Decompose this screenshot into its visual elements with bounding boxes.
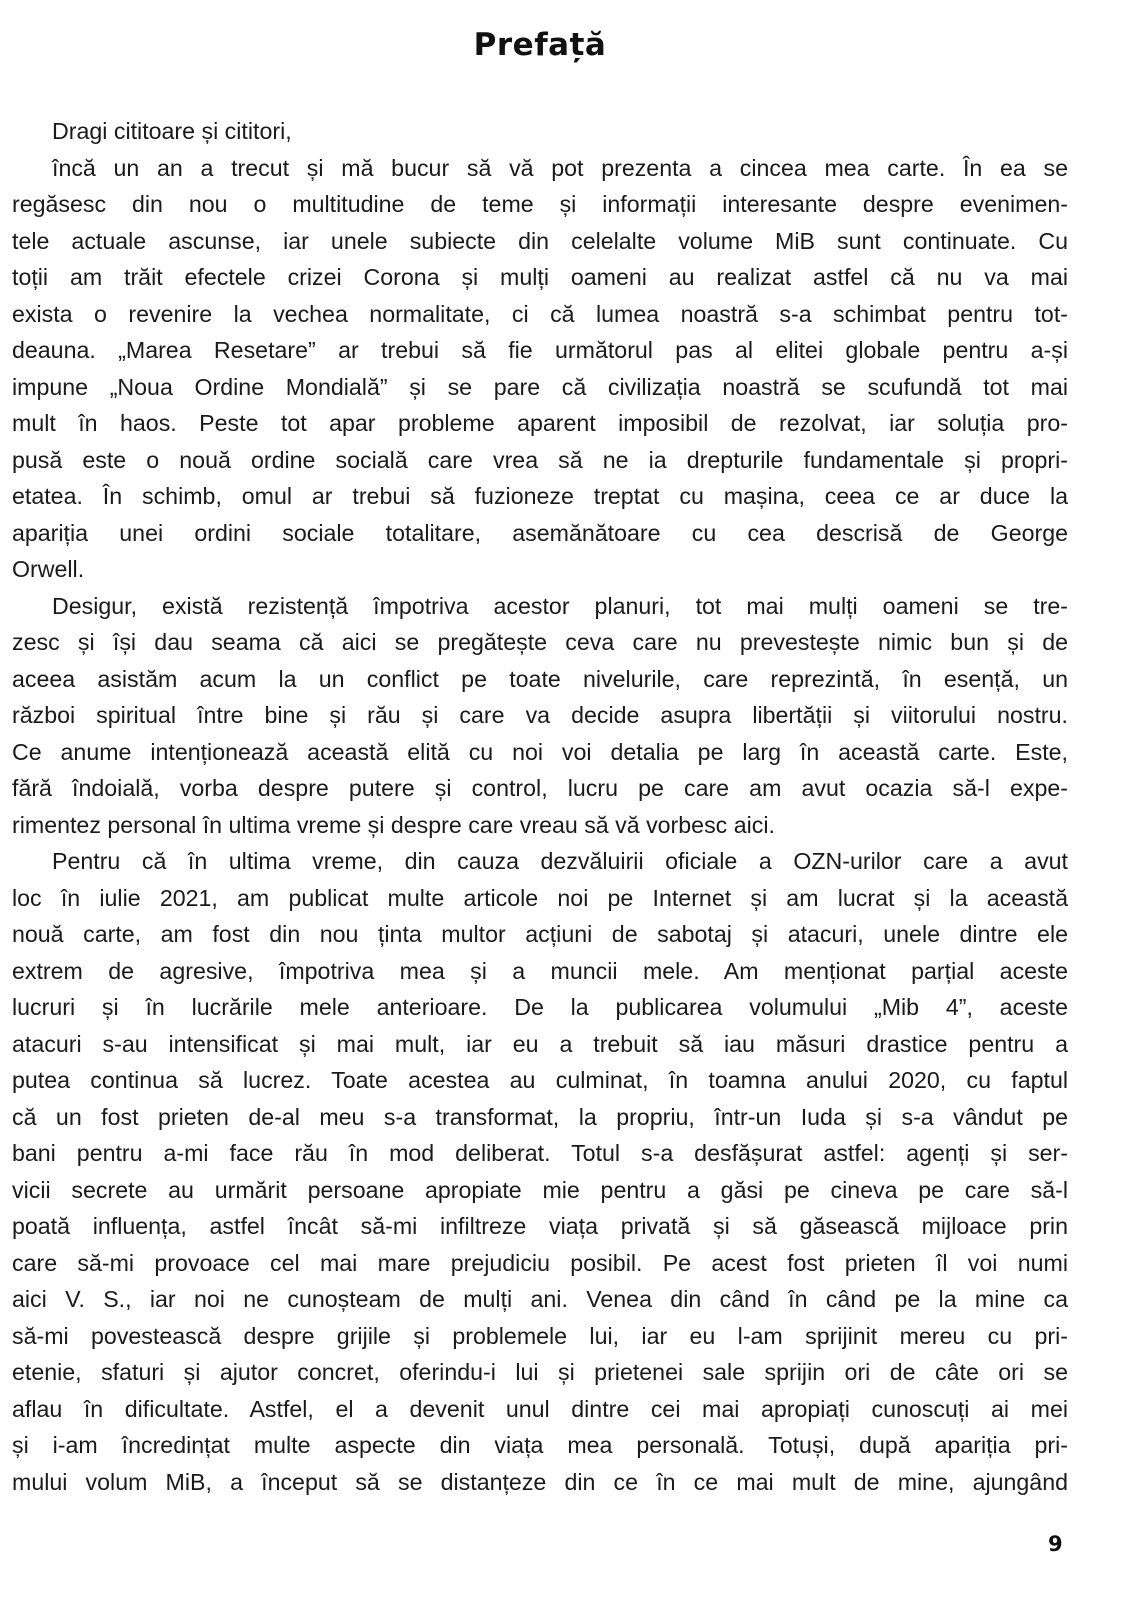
text-line: aici V. S., iar noi ne cunoșteam de mulți ani. Venea din când în când pe la mine ca bbox=[12, 1286, 1068, 1312]
page-title: Prefață bbox=[473, 26, 607, 63]
text-line: exista o revenire la vechea normalitate, ci că lumea noastră s-a schimbat pentru tot- bbox=[12, 300, 1068, 327]
text-line: impune „Noua Ordine Mondială” și se pare că civilizația noastră se scufundă tot mai bbox=[12, 373, 1068, 400]
text-line: regăsesc din nou o multitudine de teme și informații interesante despre evenimen- bbox=[12, 191, 1068, 217]
text-line: și i-am încredințat multe aspecte din viața mea personală. Totuși, după apariția pri- bbox=[12, 1432, 1068, 1458]
text-line: să-mi povestească despre grijile și problemele lui, iar eu l-am sprijinit mereu cu pri- bbox=[12, 1322, 1068, 1349]
text-line: Orwell. bbox=[12, 556, 85, 582]
text-line: care să-mi provoace cel mai mare prejudiciu posibil. Pe acest fost prieten îl voi numi bbox=[12, 1249, 1068, 1276]
preface-body bbox=[12, 113, 1068, 1500]
text-line: nouă carte, am fost din nou ținta multor acțiuni de sabotaj și atacuri, unele dintre ele bbox=[12, 921, 1068, 947]
text-line: rimentez personal în ultima vreme și despre care vreau să vă vorbesc aici. bbox=[12, 811, 775, 838]
text-line: zesc și își dau seama că aici se pregătește ceva care nu prevestește nimic bun și de bbox=[12, 629, 1068, 655]
text-line: loc în iulie 2021, am publicat multe articole noi pe Internet și am lucrat și la această bbox=[12, 884, 1068, 911]
text-line: Ce anume intenționează această elită cu noi voi detalia pe larg în această carte. Este, bbox=[12, 738, 1068, 765]
text-line: etenie, sfaturi și ajutor concret, oferindu-i lui și prietenei sale sprijin ori de câte ori se bbox=[12, 1359, 1068, 1385]
text-line: Dragi cititoare și cititori, bbox=[52, 118, 292, 144]
text-line: fără îndoială, vorba despre putere și control, lucru pe care am avut ocazia să-l expe- bbox=[12, 775, 1068, 801]
text-line: etatea. În schimb, omul ar trebui să fuzioneze treptat cu mașina, ceea ce ar duce la bbox=[12, 483, 1068, 509]
text-line: război spiritual între bine și rău și care va decide asupra libertății și viitorului nostru. bbox=[12, 702, 1068, 728]
text-line: deauna. „Marea Resetare” ar trebui să fie următorul pas al elitei globale pentru a-și bbox=[12, 337, 1068, 363]
page-number: 9 bbox=[1048, 1532, 1063, 1556]
text-line: lucruri și în lucrările mele anterioare. De la publicarea volumului „Mib 4”, aceste bbox=[12, 994, 1068, 1020]
text-line: aflau în dificultate. Astfel, el a devenit unul dintre cei mai apropiați cunoscuți ai mei bbox=[12, 1395, 1068, 1422]
text-line: apariția unei ordini sociale totalitare, asemănătoare cu cea descrisă de George bbox=[12, 519, 1068, 546]
text-line: toții am trăit efectele crizei Corona și mulți oameni au realizat astfel că nu va mai bbox=[12, 264, 1068, 290]
text-line: încă un an a trecut și mă bucur să vă pot prezenta a cincea mea carte. În ea se bbox=[52, 154, 1068, 181]
text-line: Desigur, există rezistență împotriva acestor planuri, tot mai mulți oameni se tre- bbox=[52, 592, 1068, 619]
text-line: mului volum MiB, a început să se distanțeze din ce în ce mai mult de mine, ajungând bbox=[12, 1468, 1068, 1495]
text-line: extrem de agresive, împotriva mea și a muncii mele. Am menționat parțial aceste bbox=[12, 957, 1068, 984]
text-line: vicii secrete au urmărit persoane apropiate mie pentru a găsi pe cineva pe care să-l bbox=[12, 1176, 1068, 1203]
text-line: bani pentru a-mi face rău în mod deliberat. Totul s-a desfășurat astfel: agenți și ser- bbox=[12, 1140, 1068, 1166]
text-line: că un fost prieten de-al meu s-a transformat, la propriu, într-un Iuda și s-a vândut pe bbox=[12, 1103, 1068, 1130]
text-line: poată influența, astfel încât să-mi infiltreze viața privată și să găsească mijloace prin bbox=[12, 1213, 1068, 1239]
text-line: atacuri s-au intensificat și mai mult, iar eu a trebuit să iau măsuri drastice pentru a bbox=[12, 1030, 1068, 1057]
text-line: aceea asistăm acum la un conflict pe toate nivelurile, care reprezintă, în esență, un bbox=[12, 665, 1068, 692]
text-line: tele actuale ascunse, iar unele subiecte din celelalte volume MiB sunt continuate. Cu bbox=[12, 227, 1068, 254]
text-line: putea continua să lucrez. Toate acestea au culminat, în toamna anului 2020, cu faptul bbox=[12, 1067, 1068, 1093]
text-line: Pentru că în ultima vreme, din cauza dezvăluirii oficiale a OZN-urilor care a avut bbox=[52, 848, 1068, 874]
text-line: mult în haos. Peste tot apar probleme aparent imposibil de rezolvat, iar soluția pro- bbox=[12, 410, 1068, 436]
text-line: pusă este o nouă ordine socială care vrea să ne ia drepturile fundamentale și propri- bbox=[12, 446, 1068, 473]
